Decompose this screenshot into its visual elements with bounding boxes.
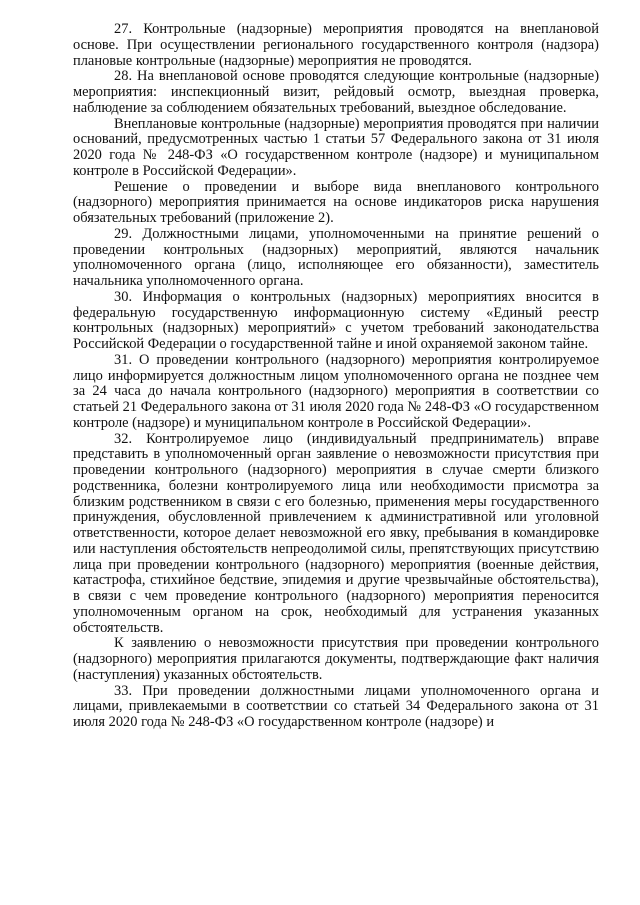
paragraph-application-documents: К заявлению о невозможности присутствия при проведении контрольного (надзорного) мероприятия прилагаются документы, подтверждающие факт наличия (наступления) указанных обстоятельств. (73, 635, 599, 683)
paragraph-27: 27. Контрольные (надзорные) мероприятия проводятся на внеплановой основе. При осуществлении регионального государственного контроля (надзора) плановые контрольные (надзорные) мероприятия не проводятся. (73, 21, 599, 69)
paragraph-32: 32. Контролируемое лицо (индивидуальный предприниматель) вправе представить в уполномоченный орган заявление о невозможности присутствия при проведении контрольного (надзорного) мероприятия в случае смерти близкого родственника, болезни контролируемого лица или необходимости присмотра за близким родственником в связи с его болезнью, применения меры государственного принуждения, обусловленной привлечением к административной или уголовной ответственности, которое делает невозможной его явку, пребывания в командировке или наступления обстоятельств непреодолимой силы, препятствующих присутствию лица при проведении контрольного (надзорного) мероприятия (военные действия, катастрофа, стихийное бедствие, эпидемия и другие чрезвычайные обстоятельства), в связи с чем проведение контрольного (надзорного) мероприятия переносится уполномоченным органом на срок, необходимый для устранения указанных обстоятельств. (73, 430, 599, 636)
paragraph-30: 30. Информация о контрольных (надзорных) мероприятиях вносится в федеральную государственную информационную систему «Единый реестр контрольных (надзорных) мероприятий» с учетом требований законодательства Российской Федерации о государственной тайне и иной охраняемой законом тайне. (73, 288, 599, 352)
paragraph-33: 33. При проведении должностными лицами уполномоченного органа и лицами, привлекаемыми в соответствии со статьей 34 Федерального закона от 31 июля 2020 года № 248-ФЗ «О государственном контроле (надзоре) и (73, 682, 599, 730)
document-body (73, 22, 599, 731)
paragraph-decision: Решение о проведении и выборе вида внепланового контрольного (надзорного) мероприятия принимается на основе индикаторов риска нарушения обязательных требований (приложение 2). (73, 178, 599, 226)
paragraph-28: 28. На внеплановой основе проводятся следующие контрольные (надзорные) мероприятия: инспекционный визит, рейдовый осмотр, выездная проверка, наблюдение за соблюдением обязательных требований, выездное обследование. (73, 68, 599, 116)
paragraph-29: 29. Должностными лицами, уполномоченными на принятие решений о проведении контрольных (надзорных) мероприятий, являются начальник уполномоченного органа (лицо, исполняющее его обязанности), заместитель начальника уполномоченного органа. (73, 225, 599, 289)
paragraph-unscheduled-grounds: Внеплановые контрольные (надзорные) мероприятия проводятся при наличии оснований, предусмотренных частью 1 статьи 57 Федерального закона от 31 июля 2020 года № 248-ФЗ «О государственном контроле (надзоре) и муниципальном контроле в Российской Федерации». (73, 115, 599, 179)
paragraph-31: 31. О проведении контрольного (надзорного) мероприятия контролируемое лицо информируется должностным лицом уполномоченного органа не позднее чем за 24 часа до начала контрольного (надзорного) мероприятия в соответствии со статьей 21 Федерального закона от 31 июля 2020 года № 248-ФЗ «О государственном контроле (надзоре) и муниципальном контроле в Российской Федерации». (73, 351, 599, 431)
